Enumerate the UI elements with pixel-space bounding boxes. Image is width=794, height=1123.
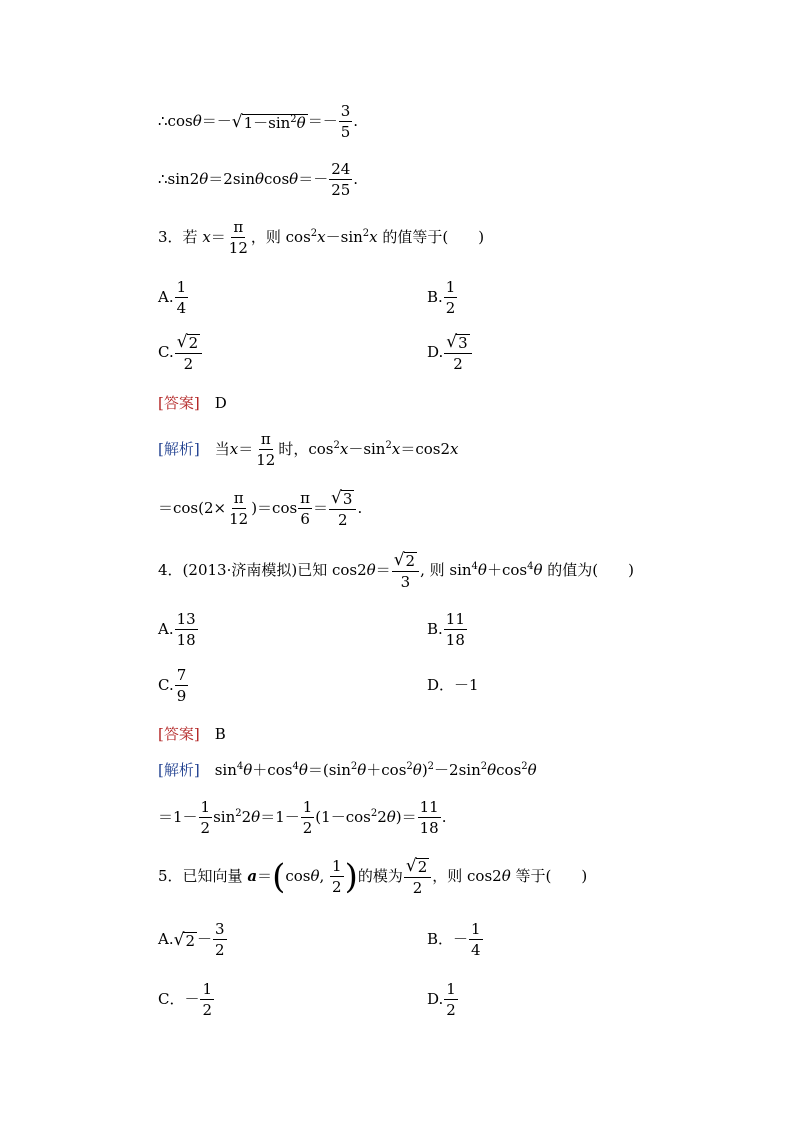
solution-line-sin2theta: ∴sin2θ＝2sinθcosθ＝－ $\frac{24}{25}$ . [158,160,359,199]
text: ＝－ [307,112,338,130]
option-3A: A. $\frac{1}{4}$ [158,278,187,317]
analysis-tag: [解析] [158,761,200,779]
option-4B: B. $\frac{11}{18}$ [427,610,465,649]
text: ＝－ [201,112,232,130]
fraction: $\frac{24}{25}$ [331,160,351,199]
option-5D: D. $\frac{1}{2}$ [427,980,456,1019]
answer-tag: [答案] [158,394,200,412]
text: ∴cos [158,112,193,130]
analysis-4-line1: [解析] $\sin^4\theta+\cos^4\theta=(\sin^2\theta+\cos^2\theta)^2-2\sin^2\theta\cos^2\theta$ [158,761,537,779]
analysis-3-line2: ＝cos(2× $\frac{\pi}{12}$ )＝cos $\frac{\pi}{6}$ ＝ √ 3 2 . [158,488,363,529]
sqrt: √ $1-\sin^2\theta$ [231,111,306,132]
answer-4: [答案] B [158,725,226,743]
solution-line-cos: ∴cosθ＝－ √ $1-\sin^2\theta$ ＝－ $\frac{3}{5}$ . [158,102,359,141]
analysis-3-line1: [解析] 当x＝ $\frac{\pi}{12}$ 时，$\cos^2x-\sin^2x=\cos 2x$ [158,430,459,469]
option-5C: C．－ $\frac{1}{2}$ [158,980,213,1019]
fraction: $\frac{\pi}{12}$ [228,218,248,257]
vector-a: a [247,867,258,885]
option-3B: B. $\frac{1}{2}$ [427,278,456,317]
theta: θ [192,112,202,130]
answer-tag: [答案] [158,725,200,743]
analysis-4-line2: ＝1－ $\frac{1}{2}$ $\sin^22\theta=1-$ $\frac{1}{2}$ $(1-\cos^22\theta)=$ $\frac{11}{18}$ . [158,798,447,837]
question-5: 5．已知向量 a＝(cosθ, $\frac{1}{2}$ )的模为 √ 2 2 ，则 cos2θ 等于( ) [158,856,588,897]
option-4D: D．－1 [427,676,479,694]
option-3C: C. √ 2 2 [158,334,203,372]
option-4A: A. $\frac{13}{18}$ [158,610,196,649]
question-3: 3．若 x＝ $\frac{\pi}{12}$ ，则 $\cos^2x-\sin^2x$ 的值等于( ) [158,218,485,257]
analysis-tag: [解析] [158,440,200,458]
option-4C: C. $\frac{7}{9}$ [158,666,187,705]
option-5B: B．－ $\frac{1}{4}$ [427,920,481,959]
fraction: $\frac{3}{5}$ [340,102,351,141]
question-4: 4．(2013·济南模拟)已知 cos2θ＝ √ 2 3 , 则 $\sin^4\theta+\cos^4\theta$ 的值为( ) [158,550,634,591]
answer-3: [答案] D [158,394,227,412]
option-3D: D. √ 3 2 [427,334,473,372]
option-5A: A. √ 2 － $\frac{3}{2}$ [158,920,225,959]
